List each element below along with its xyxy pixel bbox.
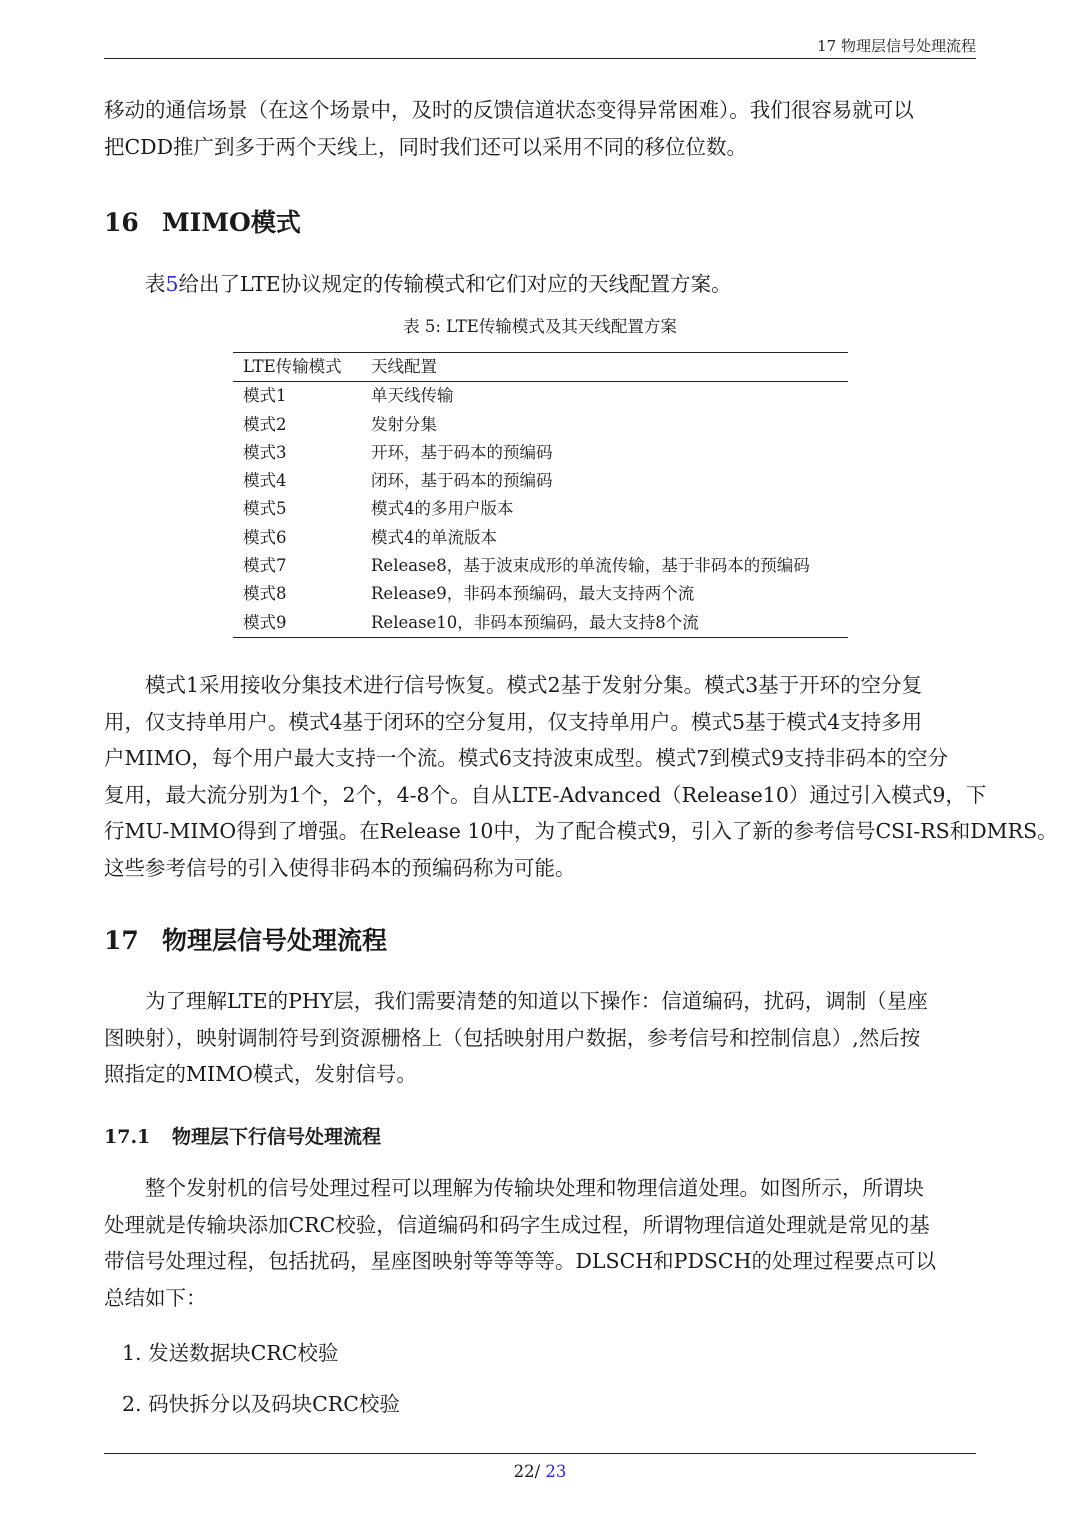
antenna-config-cell: 模式4的单流版本 (371, 527, 497, 547)
mode-cell: 模式4 (243, 471, 287, 491)
mode-cell: 模式9 (243, 612, 287, 632)
section-17-heading (104, 926, 387, 956)
table-row (233, 411, 848, 439)
section-16-lead (104, 266, 984, 303)
page-total-link[interactable]: 23 (540, 1462, 567, 1481)
paragraph-line: 照指定的MIMO模式，发射信号。 (104, 1062, 417, 1087)
table-reference-link[interactable]: 5 (165, 272, 179, 296)
paragraph-line: 表5给出了LTE协议规定的传输模式和它们对应的天线配置方案。 (145, 272, 732, 296)
mode-cell: 模式1 (243, 386, 287, 406)
table-row (233, 495, 848, 523)
subsection-title: 物理层下行信号处理流程 (172, 1126, 382, 1148)
column-header: 天线配置 (361, 353, 848, 382)
antenna-config-cell: 发射分集 (371, 414, 437, 434)
page-current: 22/ (513, 1462, 541, 1481)
antenna-config-cell: 单天线传输 (371, 386, 454, 406)
table-row (233, 609, 848, 638)
running-head: 17 物理层信号处理流程 (817, 37, 976, 55)
paragraph-line: 图映射），映射调制符号到资源栅格上（包括映射用户数据，参考信号和控制信息）,然后按 (104, 1025, 921, 1050)
footer-rule (104, 1453, 976, 1454)
mode-cell: 模式7 (243, 556, 287, 576)
header-rule (104, 58, 976, 59)
antenna-config-cell: Release9，非码本预编码，最大支持两个流 (371, 584, 695, 604)
mode-cell: 模式3 (243, 442, 287, 462)
paragraph-line: 这些参考信号的引入使得非码本的预编码称为可能。 (104, 855, 576, 880)
paragraph-line: 带信号处理过程，包括扰码，星座图映射等等等等。DLSCH和PDSCH的处理过程要点可以 (104, 1249, 936, 1274)
subsection-number: 17.1 (104, 1126, 151, 1148)
table-row (233, 580, 848, 608)
paragraph-line: 为了理解LTE的PHY层，我们需要清楚的知道以下操作：信道编码，扰码，调制（星座 (104, 989, 928, 1013)
section-number: 16 (104, 208, 139, 237)
section-title: 物理层信号处理流程 (162, 926, 388, 955)
mode-cell: 模式5 (243, 499, 287, 519)
antenna-config-cell: 开环，基于码本的预编码 (371, 442, 553, 462)
table-header-row (233, 353, 848, 382)
antenna-config-cell: 闭环，基于码本的预编码 (371, 471, 553, 491)
paragraph-line: 行MU-MIMO得到了增强。在Release 10中，为了配合模式9，引入了新的参考信号CSI-RS和DMRS。 (104, 819, 1058, 844)
transmission-mode-table (233, 352, 848, 638)
page-number (104, 1462, 976, 1482)
section-16-body (104, 667, 1058, 887)
intro-paragraph (104, 92, 984, 165)
table-row (233, 467, 848, 495)
paragraph-line: 把CDD推广到多于两个天线上，同时我们还可以采用不同的移位位数。 (104, 134, 748, 159)
section-number: 17 (104, 926, 139, 955)
antenna-config-cell: 模式4的多用户版本 (371, 499, 514, 519)
subsection-17-1-heading (104, 1125, 381, 1149)
mode-cell: 模式2 (243, 414, 287, 434)
paragraph-line: 移动的通信场景（在这个场景中，及时的反馈信道状态变得异常困难）。我们很容易就可以 (104, 98, 914, 122)
table-caption: 表 5: LTE传输模式及其天线配置方案 (403, 317, 677, 336)
mode-cell: 模式8 (243, 584, 287, 604)
table-row (233, 382, 848, 411)
paragraph-line: 用，仅支持单用户。模式4基于闭环的空分复用，仅支持单用户。模式5基于模式4支持多用 (104, 709, 923, 734)
section-17-body (104, 983, 984, 1093)
paragraph-line: 模式1采用接收分集技术进行信号恢复。模式2基于发射分集。模式3基于开环的空分复 (104, 673, 923, 697)
list-item: 1. 发送数据块CRC校验 (122, 1341, 339, 1365)
table-row (233, 524, 848, 552)
paragraph-line: 复用，最大流分别为1个，2个，4-8个。自从LTE-Advanced（Release10）通过引入模式9，下 (104, 782, 987, 807)
paragraph-line: 整个发射机的信号处理过程可以理解为传输块处理和物理信道处理。如图所示，所谓块 (104, 1176, 924, 1200)
table-row (233, 552, 848, 580)
subsection-17-1-body (104, 1170, 984, 1316)
mode-cell: 模式6 (243, 527, 287, 547)
section-16-heading (104, 208, 301, 238)
column-header: LTE传输模式 (233, 353, 361, 382)
paragraph-line: 处理就是传输块添加CRC校验，信道编码和码字生成过程，所谓物理信道处理就是常见的基 (104, 1212, 930, 1237)
paragraph-line: 总结如下： (104, 1285, 207, 1310)
list-item: 2. 码快拆分以及码块CRC校验 (122, 1392, 400, 1416)
antenna-config-cell: Release10，非码本预编码，最大支持8个流 (371, 612, 699, 632)
paragraph-line: 户MIMO，每个用户最大支持一个流。模式6支持波束成型。模式7到模式9支持非码本的空分 (104, 746, 949, 771)
antenna-config-cell: Release8，基于波束成形的单流传输，基于非码本的预编码 (371, 556, 810, 576)
section-title: MIMO模式 (162, 208, 301, 237)
table-row (233, 439, 848, 467)
